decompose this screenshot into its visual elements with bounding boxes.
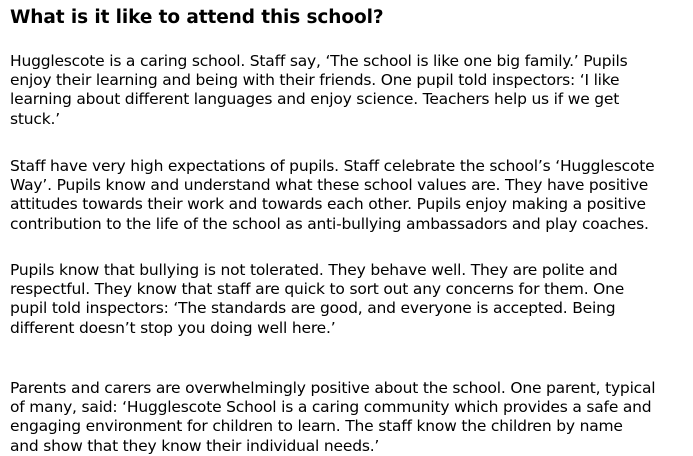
paragraph-behaviour — [10, 261, 624, 338]
paragraph-line: Staff have very high expectations of pupils. Staff celebrate the school’s ‘Hugglescote — [10, 157, 655, 175]
paragraph-line: pupil told inspectors: ‘The standards are good, and everyone is accepted. Being — [10, 299, 616, 318]
page-title: What is it like to attend this school? — [10, 7, 384, 28]
paragraph-expectations — [10, 157, 654, 234]
paragraph-line: of many, said: ‘Hugglescote School is a caring community which provides a safe and — [10, 398, 652, 417]
paragraph-line: Hugglescote is a caring school. Staff say, ‘The school is like one big family.’ Pupils — [10, 52, 628, 70]
paragraph-school-experience — [10, 52, 627, 129]
paragraph-line: attitudes towards their work and towards each other. Pupils enjoy making a positive — [10, 195, 646, 214]
paragraph-line: and show that they know their individual needs.’ — [10, 436, 380, 455]
paragraph-line: Pupils know that bullying is not tolerated. They behave well. They are polite and — [10, 261, 618, 279]
paragraph-line: enjoy their learning and being with their friends. One pupil told inspectors: ‘I like — [10, 71, 620, 90]
paragraph-line: different doesn’t stop you doing well here.’ — [10, 318, 336, 337]
paragraph-line: learning about different languages and enjoy science. Teachers help us if we get — [10, 90, 620, 109]
paragraph-line: respectful. They know that staff are quick to sort out any concerns for them. One — [10, 280, 625, 299]
paragraph-line: engaging environment for children to learn. The staff know the children by name — [10, 417, 623, 436]
paragraph-parents — [10, 379, 655, 456]
paragraph-line: Way’. Pupils know and understand what these school values are. They have positive — [10, 176, 649, 195]
paragraph-line: Parents and carers are overwhelmingly positive about the school. One parent, typical — [10, 379, 656, 397]
document-page — [10, 6, 688, 455]
paragraph-line: stuck.’ — [10, 109, 60, 128]
paragraph-line: contribution to the life of the school as anti-bullying ambassadors and play coaches. — [10, 214, 649, 233]
